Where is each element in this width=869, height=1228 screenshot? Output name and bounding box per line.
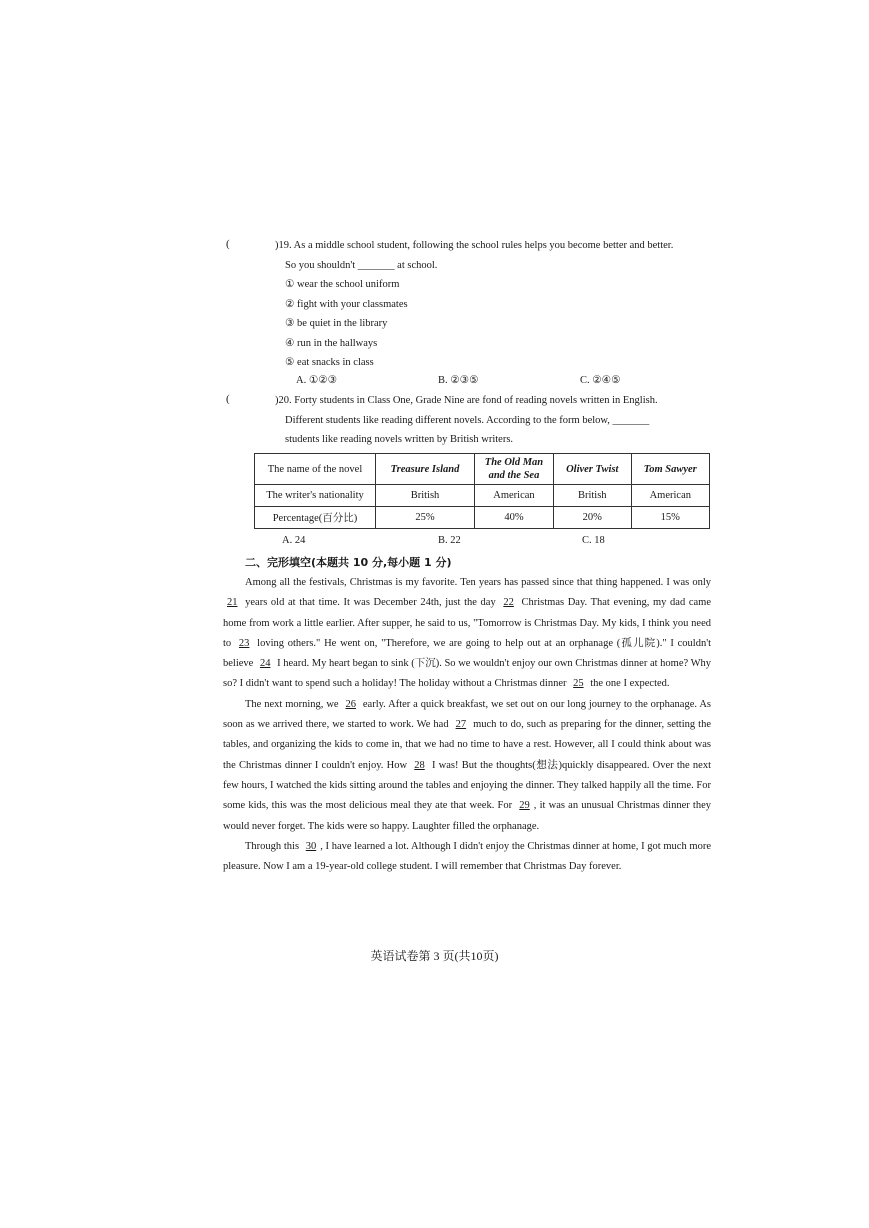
passage-paragraph-2: [223, 695, 711, 837]
blank-22[interactable]: 22: [503, 597, 514, 609]
q20-option-c[interactable]: C. 18: [582, 535, 605, 546]
blank-21[interactable]: 21: [227, 597, 238, 609]
q19-option-c[interactable]: C. ②④⑤: [580, 375, 621, 386]
novel-name-cell: The Old Man and the Sea: [474, 454, 553, 485]
passage-paragraph-3: [223, 837, 711, 878]
q20-option-b[interactable]: B. 22: [438, 535, 461, 546]
q19-stem-line-1: )19. As a middle school student, following the school rules helps you become better and better.: [275, 240, 674, 251]
table-row-label: Percentage(百分比): [255, 507, 376, 529]
table-row: [255, 485, 710, 507]
passage-text: Among all the festivals, Christmas is my favorite. Ten years has passed since that thing happened. I was only: [245, 577, 711, 588]
q19-item-5: ⑤ eat snacks in class: [285, 357, 374, 368]
q19-option-a[interactable]: A. ①②③: [296, 375, 338, 386]
q20-stem-line-1: )20. Forty students in Class One, Grade Nine are fond of reading novels written in English.: [275, 395, 658, 406]
q19-item-1: ① wear the school uniform: [285, 279, 400, 290]
q19-item-2: ② fight with your classmates: [285, 298, 408, 310]
q19-answer-paren[interactable]: (: [226, 238, 230, 250]
table-row: [255, 507, 710, 529]
nationality-cell: British: [553, 485, 631, 507]
page-footer: 英语试卷第 3 页(共10页): [370, 949, 499, 963]
q20-option-a[interactable]: A. 24: [282, 535, 306, 546]
novel-name-cell: Treasure Island: [376, 454, 475, 485]
question-19: [275, 236, 673, 373]
passage-text: , I have learned a lot. Although I didn't enjoy the Christmas dinner at home, I got much more pleasure. Now I am a 19-year-old college student. I will remember that Christmas Day forever.: [223, 840, 711, 873]
passage-text: Christmas Day. That evening, my dad came home from work a little earlier. After supper, he said to us, "Tomorrow is Christmas Day. My kids, I think you need to: [223, 597, 711, 649]
novel-name-cell: Tom Sawyer: [631, 454, 709, 485]
percentage-cell: 20%: [553, 507, 631, 529]
passage-text: , it was an unusual Christmas dinner they would never forget. The kids were so happy. Laughter filled the orphanage.: [223, 800, 711, 832]
q19-options: [296, 374, 696, 392]
nationality-cell: American: [631, 485, 709, 507]
passage-text: the one I expected.: [587, 678, 670, 690]
nationality-cell: British: [376, 485, 475, 507]
percentage-cell: 25%: [376, 507, 475, 529]
q19-item-4: ④ run in the hallways: [285, 337, 378, 349]
passage-text: I was! But the thoughts(想法)quickly disappeared. Over the next few hours, I watched the kids sitting around the tables and enjoying the dinner. They talked happily all the time. For some kids, this was the most delicious meal they ate that week. For: [223, 759, 711, 812]
novel-name-cell: Oliver Twist: [553, 454, 631, 485]
blank-26[interactable]: 26: [345, 698, 356, 710]
table-row-label: The name of the novel: [255, 454, 376, 485]
q20-answer-paren[interactable]: (: [226, 393, 230, 405]
passage-text: The next morning, we: [245, 698, 342, 710]
passage-text: Through this: [245, 840, 302, 852]
question-20: [275, 391, 658, 450]
q20-options: [282, 535, 702, 553]
percentage-cell: 15%: [631, 507, 709, 529]
passage-text: years old at that time. It was December 24th, just the day: [241, 597, 500, 609]
percentage-cell: 40%: [474, 507, 553, 529]
passage-paragraph-1: [223, 573, 711, 695]
blank-29[interactable]: 29: [519, 800, 530, 812]
q20-stem-line-3: students like reading novels written by British writers.: [285, 434, 514, 445]
section-title: 二、完形填空(本题共 10 分,每小题 1 分): [245, 556, 452, 569]
table-row-label: The writer's nationality: [255, 485, 376, 507]
blank-28[interactable]: 28: [414, 759, 425, 771]
blank-30[interactable]: 30: [305, 840, 317, 852]
passage-text: early. After a quick breakfast, we set out on our long journey to the orphanage. As soon as we arrived there, we started to work. We had: [223, 698, 711, 731]
blank-24[interactable]: 24: [259, 658, 271, 670]
blank-27[interactable]: 27: [455, 719, 467, 731]
q19-item-3: ③ be quiet in the library: [285, 318, 388, 329]
q19-option-b[interactable]: B. ②③⑤: [438, 375, 479, 386]
q20-stem-line-2: Different students like reading different novels. According to the form below, _______: [285, 414, 650, 426]
table-row: [255, 454, 710, 485]
blank-25[interactable]: 25: [573, 678, 584, 690]
cloze-passage: [223, 573, 711, 877]
passage-text: I heard. My heart began to sink (下沉). So we wouldn't enjoy our own Christmas dinner at home? Why so? I didn't want to spend such a holiday! The holiday without a Christmas dinner: [223, 658, 711, 690]
nationality-cell: American: [474, 485, 553, 507]
passage-text: loving others." He went on, "Therefore, we are going to help out at an orphanage (孤儿院)." I couldn't believe: [223, 637, 712, 670]
q19-stem-line-2: So you shouldn't _______ at school.: [285, 259, 438, 271]
novel-table: [254, 453, 710, 529]
blank-23[interactable]: 23: [238, 637, 250, 649]
passage-text: much to do, such as preparing for the dinner, setting the tables, and organizing the kids to come in, that we had no time to have a rest. However, all I could think about was the Christmas dinner I couldn't enjoy. How: [223, 719, 711, 771]
